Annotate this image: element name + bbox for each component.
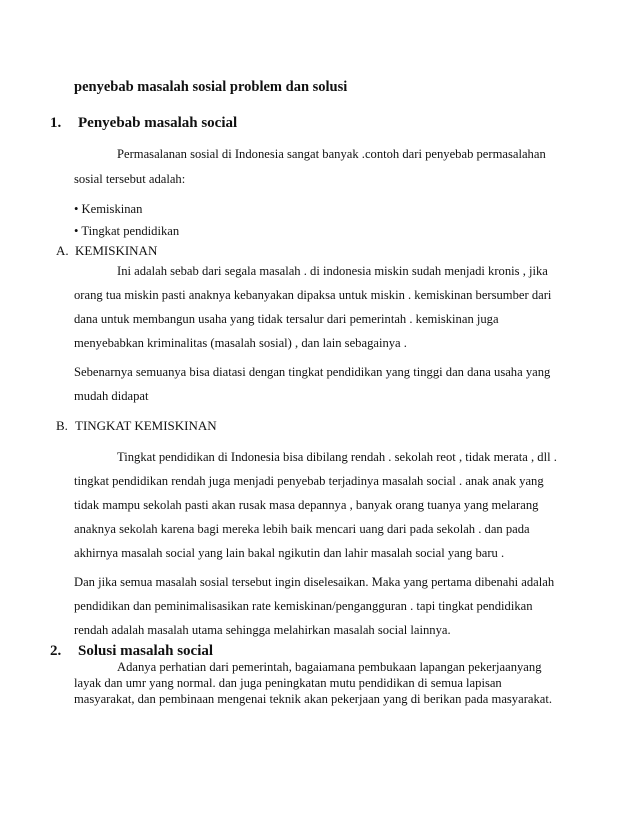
section-a-heading xyxy=(56,243,157,259)
bullet-item: • Kemiskinan xyxy=(74,202,143,216)
bullet-item: • Tingkat pendidikan xyxy=(74,224,180,238)
section-b-heading xyxy=(56,418,217,434)
document-title: penyebab masalah sosial problem dan solusi xyxy=(74,79,348,95)
paragraph-line: dana untuk membangun usaha yang tidak tersalur dari pemerintah . kemiskinan juga xyxy=(74,312,499,326)
paragraph-line: Adanya perhatian dari pemerintah, bagaiamana pembukaan lapangan pekerjaanyang xyxy=(117,660,542,674)
section-b-letter: B. xyxy=(56,418,68,433)
paragraph-line: masyarakat, dan pembinaan mengenai teknik akan pekerjaan yang di berikan pada masyarakat. xyxy=(74,692,553,706)
section-1-heading xyxy=(50,115,237,132)
section-a-letter: A. xyxy=(56,243,69,258)
section-1-title: Penyebab masalah social xyxy=(78,115,238,131)
paragraph-line: orang tua miskin pasti anaknya kebanyakan dipaksa untuk miskin . kemiskinan bersumber dari xyxy=(74,288,552,302)
paragraph-line: tingkat pendidikan rendah juga menjadi penyebab terjadinya masalah social . anak anak yang xyxy=(74,474,544,488)
section-1-number: 1. xyxy=(50,115,62,131)
paragraph-line: Sebenarnya semuanya bisa diatasi dengan tingkat pendidikan yang tinggi dan dana usaha yang xyxy=(74,365,551,379)
paragraph-line: akhirnya masalah social yang lain bakal ngikutin dan lahir masalah social yang baru . xyxy=(74,546,505,560)
paragraph-line: menyebabkan kriminalitas (masalah sosial) , dan lain sebagainya . xyxy=(74,336,407,350)
paragraph-line: layak dan umr yang normal. dan juga peningkatan mutu pendidikan di semua lapisan xyxy=(74,676,502,690)
section-2-title: Solusi masalah social xyxy=(78,643,214,659)
section-2-heading xyxy=(50,643,213,660)
paragraph-line: tidak mampu sekolah pasti akan rusak masa depannya , banyak orang tuanya yang melarang xyxy=(74,498,539,512)
paragraph-line: anaknya sekolah karena bagi mereka lebih baik mencari uang dari pada sekolah . dan pada xyxy=(74,522,530,536)
paragraph-line: Tingkat pendidikan di Indonesia bisa dibilang rendah . sekolah reot , tidak merata , dll . xyxy=(117,450,557,464)
section-b-title: TINGKAT KEMISKINAN xyxy=(75,418,217,433)
section-1-intro-line-1: Permasalanan sosial di Indonesia sangat banyak .contoh dari penyebab permasalahan xyxy=(117,147,546,161)
paragraph-line: Ini adalah sebab dari segala masalah . di indonesia miskin sudah menjadi kronis , jika xyxy=(117,264,548,278)
paragraph-line: Dan jika semua masalah sosial tersebut ingin diselesaikan. Maka yang pertama dibenahi adalah xyxy=(74,575,555,589)
paragraph-line: pendidikan dan peminimalisasikan rate kemiskinan/pengangguran . tapi tingkat pendidikan xyxy=(74,599,533,613)
section-1-intro-line-2: sosial tersebut adalah: xyxy=(74,172,186,186)
section-2-number: 2. xyxy=(50,643,62,659)
section-a-title: KEMISKINAN xyxy=(75,243,158,258)
paragraph-line: mudah didapat xyxy=(74,389,149,403)
solution-paragraph xyxy=(74,659,560,707)
paragraph-line: rendah adalah masalah utama sehingga melahirkan masalah social lainnya. xyxy=(74,623,451,637)
